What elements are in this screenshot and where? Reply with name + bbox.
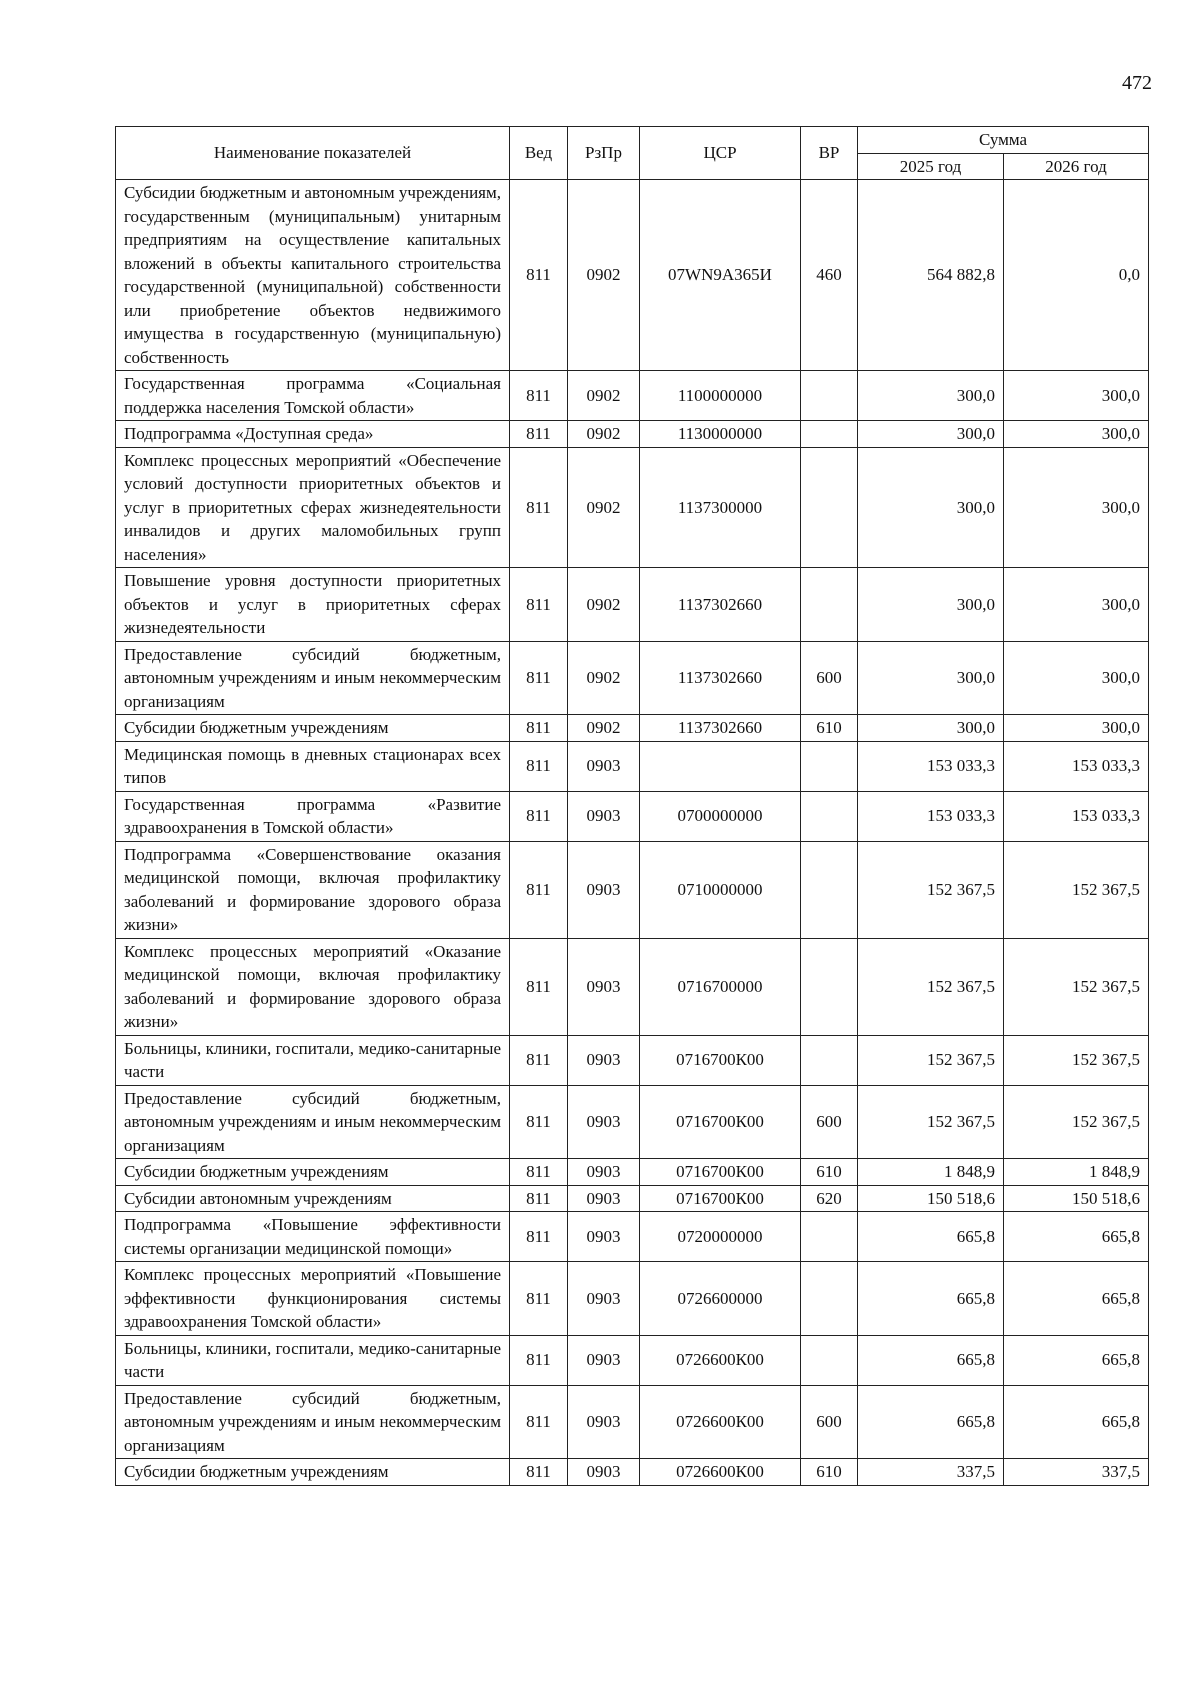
cell-ved: 811 [510,1185,568,1212]
cell-rzpr: 0903 [568,1335,640,1385]
header-name: Наименование показателей [116,127,510,180]
cell-rzpr: 0903 [568,741,640,791]
cell-ved: 811 [510,1212,568,1262]
table-row [116,1262,1149,1336]
cell-sum-2026: 337,5 [1004,1459,1149,1486]
cell-rzpr: 0903 [568,1262,640,1336]
cell-sum-2026: 300,0 [1004,641,1149,715]
table-row [116,1459,1149,1486]
cell-rzpr: 0903 [568,1459,640,1486]
cell-name: Комплекс процессных мероприятий «Оказание медицинской помощи, включая профилактику заболеваний и формирование здорового образа жизни» [116,938,510,1035]
cell-rzpr: 0902 [568,715,640,742]
cell-sum-2026: 1 848,9 [1004,1159,1149,1186]
cell-sum-2026: 300,0 [1004,447,1149,568]
cell-ved: 811 [510,1035,568,1085]
table-row [116,568,1149,642]
cell-name: Медицинская помощь в дневных стационарах всех типов [116,741,510,791]
table-row [116,371,1149,421]
cell-ved: 811 [510,1262,568,1336]
table-row [116,1035,1149,1085]
cell-ved: 811 [510,371,568,421]
cell-sum-2026: 152 367,5 [1004,1085,1149,1159]
table-row [116,641,1149,715]
cell-vr [801,1262,858,1336]
cell-sum-2025: 152 367,5 [858,1035,1004,1085]
cell-rzpr: 0903 [568,938,640,1035]
cell-rzpr: 0903 [568,1159,640,1186]
cell-name: Государственная программа «Социальная поддержка населения Томской области» [116,371,510,421]
cell-csr: 1137300000 [640,447,801,568]
cell-csr: 0716700К00 [640,1035,801,1085]
header-sum: Сумма [858,127,1149,154]
table-row [116,841,1149,938]
cell-ved: 811 [510,1335,568,1385]
cell-name: Субсидии бюджетным учреждениям [116,1159,510,1186]
cell-ved: 811 [510,938,568,1035]
cell-ved: 811 [510,1159,568,1186]
cell-csr [640,741,801,791]
cell-sum-2025: 153 033,3 [858,791,1004,841]
cell-sum-2026: 665,8 [1004,1335,1149,1385]
cell-csr: 0710000000 [640,841,801,938]
cell-csr: 0726600К00 [640,1335,801,1385]
table-row [116,1385,1149,1459]
cell-ved: 811 [510,568,568,642]
table-row [116,1159,1149,1186]
table-row [116,180,1149,371]
cell-vr [801,1335,858,1385]
cell-sum-2026: 150 518,6 [1004,1185,1149,1212]
cell-sum-2025: 152 367,5 [858,1085,1004,1159]
cell-sum-2025: 152 367,5 [858,938,1004,1035]
cell-sum-2025: 300,0 [858,447,1004,568]
cell-sum-2026: 665,8 [1004,1385,1149,1459]
header-csr: ЦСР [640,127,801,180]
cell-csr: 0700000000 [640,791,801,841]
cell-sum-2025: 300,0 [858,641,1004,715]
header-year-2026: 2026 год [1004,153,1149,180]
cell-csr: 1130000000 [640,421,801,448]
cell-sum-2025: 665,8 [858,1335,1004,1385]
cell-name: Предоставление субсидий бюджетным, автономным учреждениям и иным некоммерческим организациям [116,1385,510,1459]
table-row [116,1085,1149,1159]
cell-csr: 0726600К00 [640,1459,801,1486]
cell-rzpr: 0903 [568,791,640,841]
cell-rzpr: 0903 [568,841,640,938]
header-rzpr: РзПр [568,127,640,180]
cell-csr: 0716700000 [640,938,801,1035]
page-number: 472 [1122,72,1152,94]
table-row [116,741,1149,791]
cell-csr: 0726600К00 [640,1385,801,1459]
cell-sum-2026: 0,0 [1004,180,1149,371]
cell-sum-2026: 153 033,3 [1004,791,1149,841]
cell-rzpr: 0903 [568,1035,640,1085]
cell-vr [801,741,858,791]
cell-vr: 610 [801,715,858,742]
cell-ved: 811 [510,447,568,568]
cell-vr [801,1035,858,1085]
cell-vr: 460 [801,180,858,371]
cell-csr: 1137302660 [640,715,801,742]
cell-sum-2025: 1 848,9 [858,1159,1004,1186]
header-vr: ВР [801,127,858,180]
cell-vr [801,938,858,1035]
cell-sum-2026: 665,8 [1004,1212,1149,1262]
cell-csr: 0716700К00 [640,1085,801,1159]
table-row [116,791,1149,841]
cell-vr [801,791,858,841]
cell-name: Государственная программа «Развитие здравоохранения в Томской области» [116,791,510,841]
cell-vr: 600 [801,1385,858,1459]
cell-vr [801,371,858,421]
table-body [116,180,1149,1486]
table-row [116,938,1149,1035]
cell-rzpr: 0903 [568,1212,640,1262]
table-header [116,127,1149,180]
table-row [116,715,1149,742]
cell-sum-2026: 153 033,3 [1004,741,1149,791]
cell-name: Субсидии бюджетным учреждениям [116,715,510,742]
cell-name: Субсидии бюджетным и автономным учреждениям, государственным (муниципальным) унитарным предприятиям на осуществление капитальных вложений в объекты капитального строительства государственной (муниципальной) собственности или приобретение объектов недвижимого имущества в государственную (муниципальную) собственность [116,180,510,371]
cell-vr [801,447,858,568]
cell-sum-2026: 300,0 [1004,421,1149,448]
cell-name: Предоставление субсидий бюджетным, автономным учреждениям и иным некоммерческим организациям [116,641,510,715]
cell-ved: 811 [510,1085,568,1159]
cell-ved: 811 [510,180,568,371]
header-ved: Вед [510,127,568,180]
cell-vr: 610 [801,1159,858,1186]
table-row [116,1185,1149,1212]
cell-sum-2025: 153 033,3 [858,741,1004,791]
cell-csr: 0726600000 [640,1262,801,1336]
table-row [116,421,1149,448]
cell-name: Субсидии автономным учреждениям [116,1185,510,1212]
cell-sum-2025: 665,8 [858,1262,1004,1336]
cell-ved: 811 [510,741,568,791]
cell-ved: 811 [510,641,568,715]
cell-csr: 1137302660 [640,641,801,715]
cell-ved: 811 [510,715,568,742]
cell-sum-2026: 665,8 [1004,1262,1149,1336]
table-row [116,447,1149,568]
cell-name: Подпрограмма «Совершенствование оказания медицинской помощи, включая профилактику заболеваний и формирование здорового образа жизни» [116,841,510,938]
cell-name: Подпрограмма «Повышение эффективности системы организации медицинской помощи» [116,1212,510,1262]
cell-vr [801,1212,858,1262]
cell-csr: 0716700К00 [640,1159,801,1186]
cell-sum-2025: 300,0 [858,715,1004,742]
cell-name: Больницы, клиники, госпитали, медико-санитарные части [116,1035,510,1085]
cell-rzpr: 0903 [568,1185,640,1212]
cell-csr: 0716700К00 [640,1185,801,1212]
cell-sum-2025: 665,8 [858,1385,1004,1459]
cell-sum-2026: 300,0 [1004,568,1149,642]
cell-rzpr: 0902 [568,180,640,371]
cell-ved: 811 [510,421,568,448]
cell-vr: 620 [801,1185,858,1212]
cell-rzpr: 0902 [568,568,640,642]
header-year-2025: 2025 год [858,153,1004,180]
cell-rzpr: 0903 [568,1385,640,1459]
cell-name: Больницы, клиники, госпитали, медико-санитарные части [116,1335,510,1385]
cell-csr: 0720000000 [640,1212,801,1262]
cell-csr: 07WN9A365И [640,180,801,371]
cell-csr: 1137302660 [640,568,801,642]
cell-vr [801,421,858,448]
cell-rzpr: 0902 [568,421,640,448]
cell-sum-2025: 300,0 [858,421,1004,448]
cell-sum-2025: 300,0 [858,568,1004,642]
cell-sum-2025: 152 367,5 [858,841,1004,938]
cell-csr: 1100000000 [640,371,801,421]
cell-sum-2026: 152 367,5 [1004,1035,1149,1085]
cell-name: Повышение уровня доступности приоритетных объектов и услуг в приоритетных сферах жизнедеятельности [116,568,510,642]
cell-ved: 811 [510,1459,568,1486]
cell-sum-2025: 150 518,6 [858,1185,1004,1212]
cell-vr: 610 [801,1459,858,1486]
cell-vr: 600 [801,1085,858,1159]
cell-rzpr: 0902 [568,371,640,421]
cell-name: Субсидии бюджетным учреждениям [116,1459,510,1486]
cell-name: Комплекс процессных мероприятий «Обеспечение условий доступности приоритетных объектов и услуг в приоритетных сферах жизнедеятельности инвалидов и других маломобильных групп населения» [116,447,510,568]
table-row [116,1212,1149,1262]
cell-name: Комплекс процессных мероприятий «Повышение эффективности функционирования системы здравоохранения Томской области» [116,1262,510,1336]
cell-sum-2025: 564 882,8 [858,180,1004,371]
cell-rzpr: 0902 [568,447,640,568]
cell-sum-2025: 337,5 [858,1459,1004,1486]
cell-vr [801,841,858,938]
cell-name: Подпрограмма «Доступная среда» [116,421,510,448]
cell-sum-2025: 665,8 [858,1212,1004,1262]
budget-table [115,126,1149,1486]
cell-ved: 811 [510,791,568,841]
cell-sum-2026: 300,0 [1004,715,1149,742]
cell-rzpr: 0902 [568,641,640,715]
cell-sum-2025: 300,0 [858,371,1004,421]
cell-sum-2026: 300,0 [1004,371,1149,421]
cell-ved: 811 [510,841,568,938]
cell-sum-2026: 152 367,5 [1004,841,1149,938]
cell-vr [801,568,858,642]
table-row [116,1335,1149,1385]
cell-name: Предоставление субсидий бюджетным, автономным учреждениям и иным некоммерческим организациям [116,1085,510,1159]
cell-vr: 600 [801,641,858,715]
cell-rzpr: 0903 [568,1085,640,1159]
cell-sum-2026: 152 367,5 [1004,938,1149,1035]
cell-ved: 811 [510,1385,568,1459]
